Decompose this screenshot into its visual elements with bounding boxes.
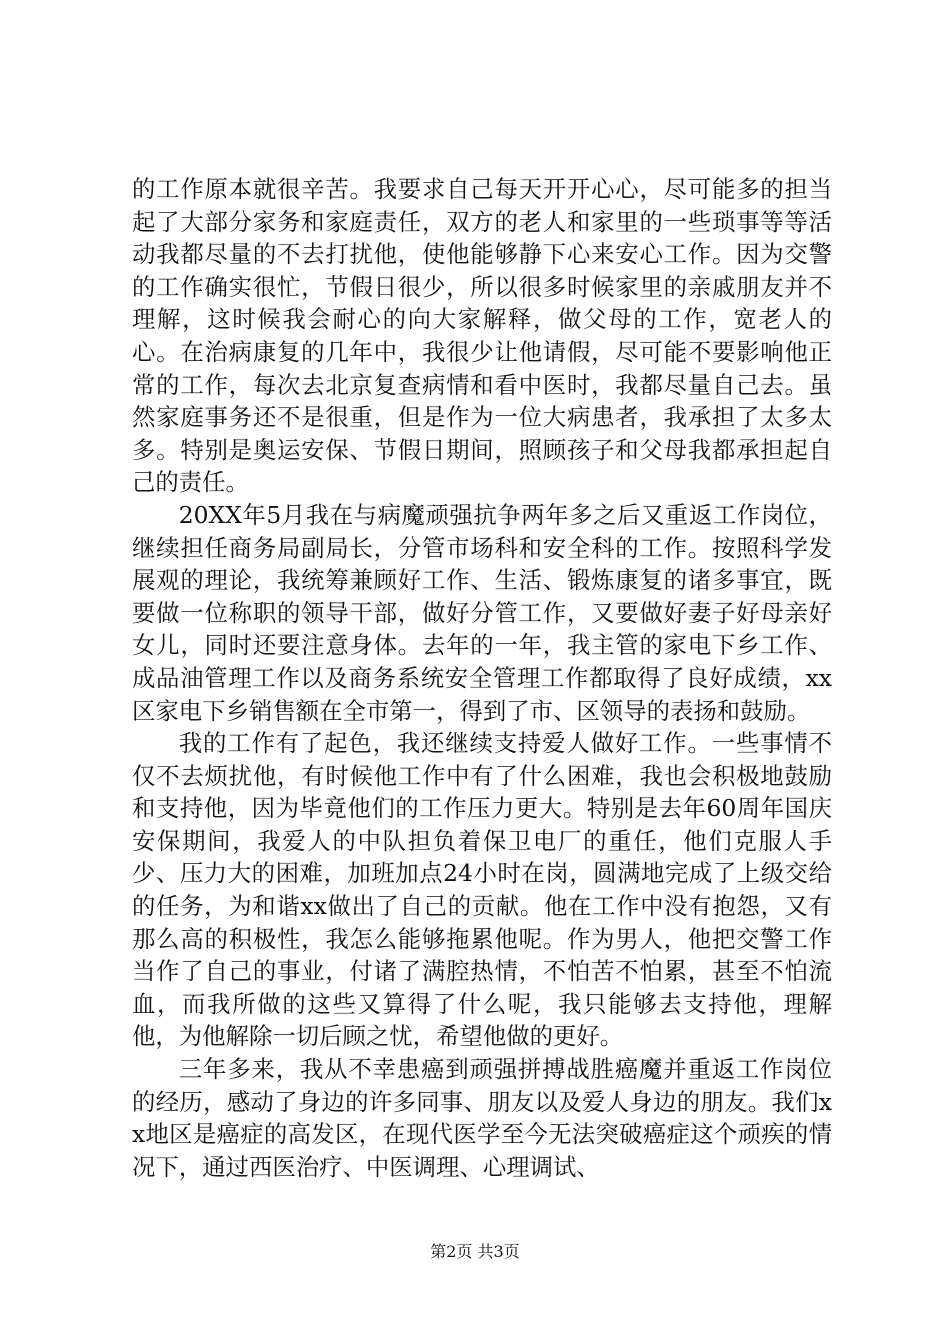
paragraph-4: 三年多来，我从不幸患癌到顽强拼搏战胜癌魔并重返工作岗位的经历，感动了身边的许多同事、朋友以及爱人身边的朋友。我们xx地区是癌症的高发区，在现代医学至今无法突破癌症这个顽疾的情况下，通过西医治疗、中医调理、心理调试、 <box>132 1055 832 1181</box>
paragraph-2: 20XX年5月我在与病魔顽强抗争两年多之后又重返工作岗位，继续担任商务局副局长，分管市场科和安全科的工作。按照科学发展观的理论，我统筹兼顾好工作、生活、锻炼康复的诸多事宜，既要做一位称职的领导干部，做好分管工作，又要做好妻子好母亲好女儿，同时还要注意身体。去年的一年，我主管的家电下乡工作、成品油管理工作以及商务系统安全管理工作都取得了良好成绩，xx区家电下乡销售额在全市第一，得到了市、区领导的表扬和鼓励。 <box>132 500 832 725</box>
document-body <box>132 173 832 1183</box>
paragraph-1: 的工作原本就很辛苦。我要求自己每天开开心心，尽可能多的担当起了大部分家务和家庭责任，双方的老人和家里的一些琐事等等活动我都尽量的不去打扰他，使他能够静下心来安心工作。因为交警的工作确实很忙，节假日很少，所以很多时候家里的亲戚朋友并不理解，这时候我会耐心的向大家解释，做父母的工作，宽老人的心。在治病康复的几年中，我很少让他请假，尽可能不要影响他正常的工作，每次去北京复查病情和看中医时，我都尽量自己去。虽然家庭事务还不是很重，但是作为一位大病患者，我承担了太多太多。特别是奥运安保、节假日期间，照顾孩子和父母我都承担起自己的责任。 <box>132 175 832 497</box>
paragraph-3: 我的工作有了起色，我还继续支持爱人做好工作。一些事情不仅不去烦扰他，有时候他工作中有了什么困难，我也会积极地鼓励和支持他，因为毕竟他们的工作压力更大。特别是去年60周年国庆安保期间，我爱人的中队担负着保卫电厂的重任，他们克服人手少、压力大的困难，加班加点24小时在岗，圆满地完成了上级交给的任务，为和谐xx做出了自己的贡献。他在工作中没有抱怨，又有那么高的积极性，我怎么能够拖累他呢。作为男人，他把交警工作当作了自己的事业，付诸了满腔热情，不怕苦不怕累，甚至不怕流血，而我所做的这些又算得了什么呢，我只能够去支持他，理解他，为他解除一切后顾之忧，希望他做的更好。 <box>132 729 832 1051</box>
page-footer: 第2页 共3页 <box>430 1242 520 1261</box>
